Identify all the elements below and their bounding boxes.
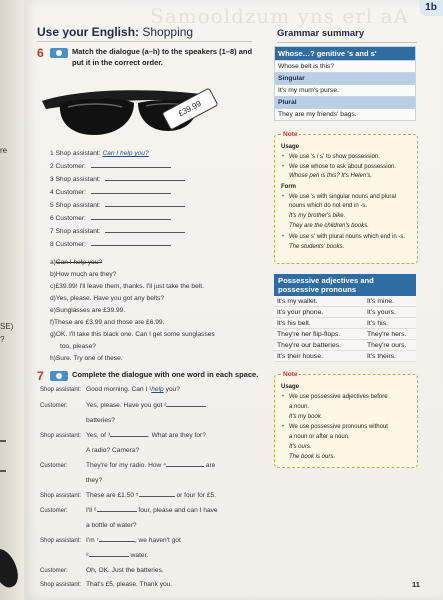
- exercise-7-instruction: Complete the dialogue with one word in each space.: [72, 370, 259, 379]
- exercise-6-number: 6: [37, 46, 44, 60]
- speaker-number: 6: [50, 215, 54, 222]
- speaker-line: [50, 202, 185, 209]
- margin-fragment: SE): [0, 322, 14, 331]
- possessive-row: It's my wallet. It's mine.: [274, 296, 416, 307]
- answer-blank[interactable]: [105, 231, 185, 233]
- note-example: The book is ours.: [289, 454, 336, 460]
- note-example: They are the children's books.: [289, 223, 369, 229]
- answer-blank[interactable]: [139, 495, 175, 497]
- dialogue-line: a bottle of water?: [86, 522, 137, 529]
- speaker-number: 7: [50, 228, 54, 235]
- speaker-line: [50, 215, 171, 222]
- note-bullet: • We use 's with singular nouns and plural: [289, 194, 396, 200]
- dialogue-option: f)These are £3.99 and those are £6.99.: [50, 319, 165, 326]
- heading-rule: [37, 41, 252, 42]
- dialogue-line: Customer: Oh, OK. Just the batteries.: [40, 567, 164, 574]
- answer-blank[interactable]: [105, 205, 185, 207]
- genitive-question: Whose belt is this?: [275, 61, 416, 73]
- dialogue-option: h)Sure. Try one of these.: [50, 355, 123, 362]
- possessive-row: They're her flip-flops. They're hers.: [274, 329, 416, 340]
- note-text: nouns which do not end in -s.: [289, 203, 368, 209]
- speaker-label: Shop assistant:: [55, 150, 101, 157]
- margin-fragment: ?: [0, 335, 5, 344]
- possessive-table-head: Possessive adjectives and possessive pronouns: [274, 274, 416, 296]
- dialogue-option: too, please?: [60, 343, 96, 350]
- answer-blank[interactable]: [97, 510, 137, 512]
- note-example: It's my brother's bike.: [289, 213, 346, 219]
- dialogue-option: e)Sunglasses are £39.99.: [50, 307, 126, 314]
- answer-blank[interactable]: [89, 555, 129, 557]
- speaker-number: 4: [50, 189, 54, 196]
- speaker-label: Customer:: [55, 189, 86, 196]
- possessive-row: It's your phone. It's yours.: [274, 307, 416, 318]
- speaker-line: [50, 228, 185, 235]
- dialogue-line: Shop assistant: Good morning. Can I ¹help you?: [40, 386, 180, 393]
- note-text: a noun.: [289, 404, 310, 410]
- dialogue-line: they?: [86, 477, 103, 484]
- dialogue-option: g)OK. I'll take this black one. Can I get some sunglasses: [50, 331, 215, 338]
- answer-blank[interactable]: [91, 192, 171, 194]
- dialogue-line: Shop assistant: I'm ⁷ , we haven't got: [40, 537, 181, 544]
- price-tag: £39.99: [161, 87, 218, 130]
- margin-mark: [0, 470, 6, 472]
- dialogue-line: Shop assistant: That's £5, please. Thank you.: [40, 581, 173, 588]
- singular-label: Singular: [275, 73, 416, 85]
- note-tag: Note: [283, 131, 298, 138]
- dialogue-option: d)Yes, please. Have you got any belts?: [50, 295, 165, 302]
- audio-icon: [50, 48, 68, 58]
- example-answer: Can I help you?: [102, 150, 149, 157]
- answer-blank[interactable]: [91, 166, 171, 168]
- speaker-line: [50, 189, 171, 196]
- note-bullet: • We use possessive adjectives before: [289, 394, 388, 400]
- speaker-number: 8: [50, 241, 54, 248]
- dialogue-option: c)£39.99! I'll leave them, thanks. I'll just take the belt.: [50, 283, 204, 290]
- note-bullet: • We use s' with plural nouns which end in -s.: [289, 234, 405, 240]
- unit-badge: 1b: [419, 0, 443, 16]
- grammar-rule: [277, 42, 417, 43]
- speaker-line: [50, 163, 171, 170]
- exercise-7-number: 7: [37, 369, 44, 383]
- note-example: It's ours.: [289, 444, 312, 450]
- note-example: The students' books.: [289, 244, 345, 250]
- speaker-label: Shop assistant:: [55, 228, 101, 235]
- speaker-line: [50, 150, 149, 157]
- note-bullet: • We use possessive pronouns without: [289, 424, 388, 430]
- possessive-row: It's their house. It's theirs.: [274, 351, 416, 362]
- speaker-line: [50, 176, 185, 183]
- speaker-label: Customer:: [55, 241, 86, 248]
- speaker-label: Customer:: [55, 215, 86, 222]
- answer-blank[interactable]: [99, 540, 135, 542]
- note-tag: Note: [283, 371, 298, 378]
- show-through-text: Samooldzum yns erl aA: [150, 4, 409, 28]
- answer-blank[interactable]: [166, 465, 204, 467]
- speaker-number: 2: [50, 163, 54, 170]
- dialogue-line: Customer: I'll ⁶ four, please and can I have: [40, 507, 218, 514]
- section-prefix: Use your English:: [37, 25, 140, 39]
- answer-blank[interactable]: [91, 244, 171, 246]
- note-text: a noun or after a noun.: [289, 434, 350, 440]
- speaker-number: 3: [50, 176, 54, 183]
- note-box-possessive: [274, 371, 418, 468]
- answer-blank[interactable]: [166, 405, 206, 407]
- note-box-genitive: [274, 131, 418, 264]
- speaker-line: [50, 241, 171, 248]
- dialogue-line: Shop assistant: These are £1.50 ⁵ or four for £5.: [40, 492, 217, 499]
- genitive-table: [274, 46, 416, 121]
- usage-label: Usage: [281, 384, 300, 390]
- form-label: Form: [281, 184, 296, 190]
- dialogue-line: Shop assistant: Yes, of ³ . What are they for?: [40, 432, 206, 439]
- dialogue-line: A radio? Camera?: [86, 447, 140, 454]
- answer-blank[interactable]: [91, 218, 171, 220]
- margin-fragment: re: [0, 146, 8, 155]
- page-number: 11: [412, 580, 420, 589]
- speaker-number: 5: [50, 202, 54, 209]
- note-bullet: • We use whose to ask about possession.: [289, 164, 396, 170]
- speaker-label: Shop assistant:: [55, 176, 101, 183]
- speaker-number: 1: [50, 150, 54, 157]
- previous-page-margin: [0, 0, 24, 600]
- dialogue-line: Customer: Yes, please. Have you got ²: [40, 402, 206, 409]
- speaker-label: Customer:: [55, 163, 86, 170]
- plural-example: They are my friends' bags.: [275, 109, 416, 121]
- dialogue-line: ⁸ water.: [86, 552, 149, 559]
- grammar-summary-title: Grammar summary: [277, 28, 365, 39]
- plural-label: Plural: [275, 97, 416, 109]
- exercise-6-instruction: Match the dialogue (a–h) to the speakers (1–8) and put it in the correct order.: [72, 47, 253, 67]
- note-bullet: • We use 's / s' to show possession.: [289, 154, 380, 160]
- dialogue-option: a)Can I help you?: [50, 259, 103, 266]
- section-topic: Shopping: [142, 25, 194, 39]
- note-example: Whose pen is this? It's Helen's.: [289, 173, 372, 179]
- genitive-table-head: Whose…? genitive 's and s': [275, 47, 416, 61]
- audio-icon: [50, 371, 68, 381]
- sunglasses-fragment-image: [0, 545, 22, 590]
- usage-label: Usage: [281, 144, 300, 150]
- possessive-row: They're our batteries. They're ours.: [274, 340, 416, 351]
- dialogue-option: b)How much are they?: [50, 271, 117, 278]
- speaker-label: Shop assistant:: [55, 202, 101, 209]
- answer-blank[interactable]: [110, 435, 148, 437]
- possessive-row: It's his belt. It's his.: [274, 318, 416, 329]
- singular-example: It's my mum's purse.: [275, 85, 416, 97]
- answer-blank[interactable]: [105, 179, 185, 181]
- dialogue-line: Customer: They're for my radio. How ⁴ are: [40, 462, 216, 469]
- dialogue-line: batteries?: [86, 417, 115, 424]
- note-example: It's my book.: [289, 414, 323, 420]
- section-heading: [37, 25, 193, 39]
- margin-mark: [0, 440, 6, 442]
- possessive-table: [274, 274, 416, 362]
